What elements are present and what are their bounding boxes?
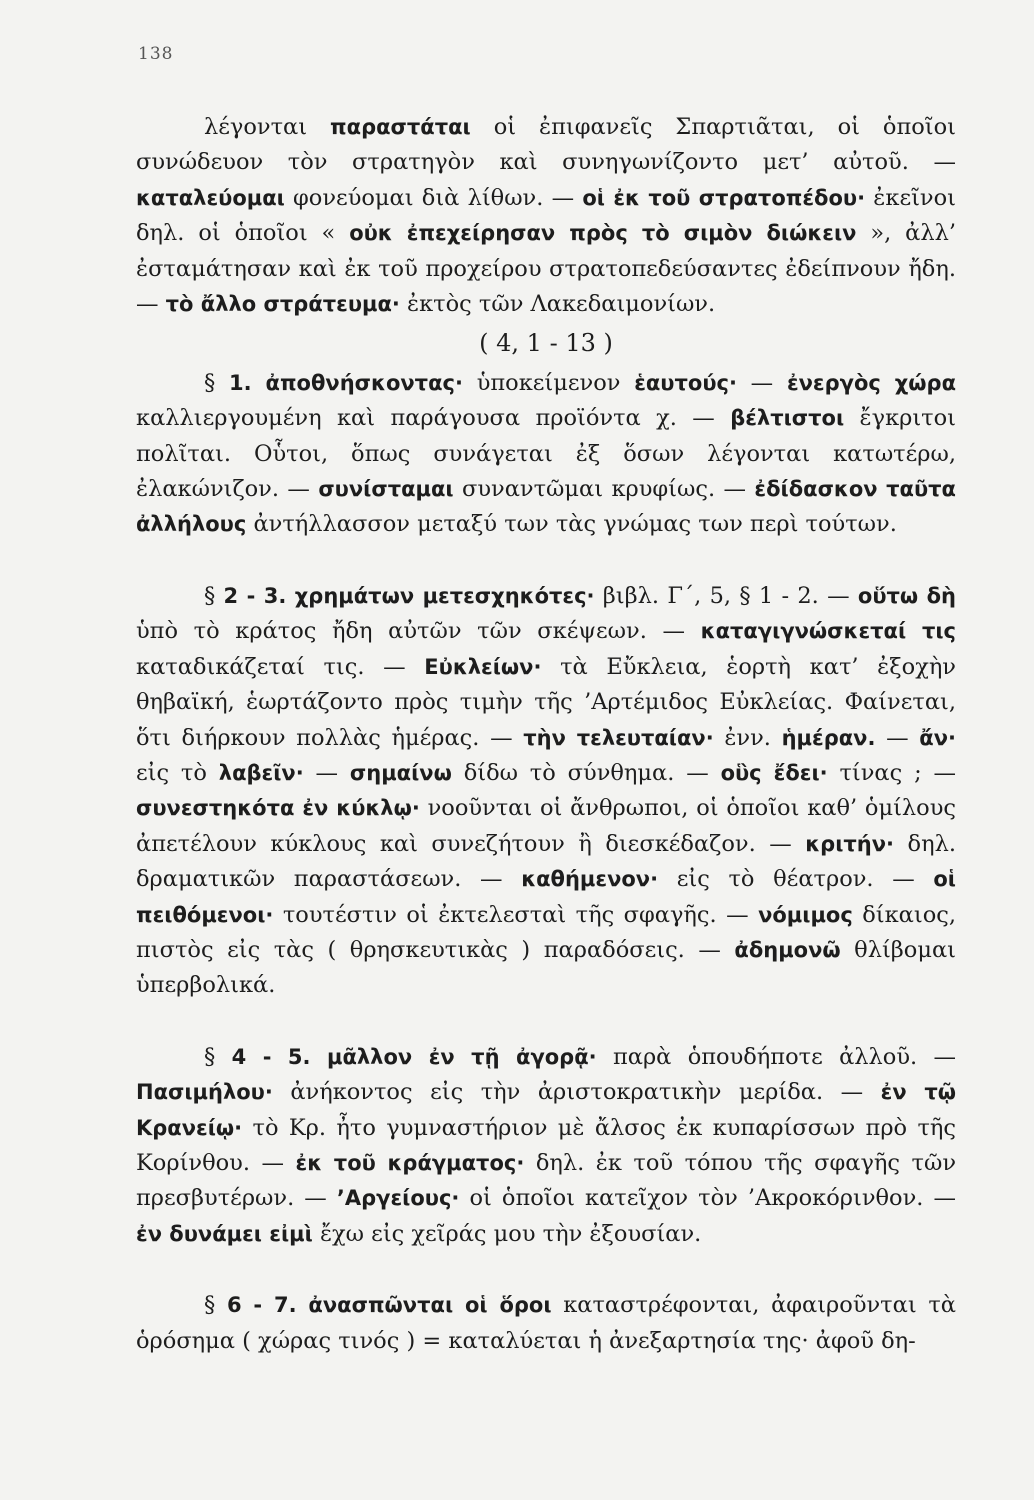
gloss-text: », ἀλλ’ ἐσταμάτησαν καὶ ἐκ τοῦ προχείρου στρατοπεδεύσαντες ἐδείπνουν ἤδη. —: [136, 220, 956, 318]
paragraph-intro: [136, 110, 956, 322]
lemma-term: καταγιγνώσκεταί τις: [700, 619, 956, 644]
body-text: [136, 110, 956, 1359]
lemma-term: ἐν τῷ Κρανείῳ·: [136, 1080, 956, 1140]
lemma-term: ἐνεργὸς χώρα: [786, 370, 957, 395]
gloss-text: §: [204, 369, 230, 396]
page-number: 138: [138, 44, 174, 64]
gloss-text: ἔγκριτοι πολῖται. Οὗτοι, ὅπως συνάγεται ἐξ ὅσων λέγονται κατωτέρω, ἐλακώνιζον. —: [136, 405, 956, 503]
gloss-text: —: [736, 369, 787, 396]
lemma-term: παραστάται: [330, 115, 471, 139]
gloss-text: ἐνν.: [713, 724, 782, 751]
lemma-term: οἱ πειθόμενοι·: [136, 867, 956, 927]
gloss-text: καλλιεργουμένη καὶ παράγουσα προϊόντα χ. —: [136, 405, 731, 432]
lemma-term: ἐκ τοῦ κράγματος·: [295, 1150, 525, 1175]
gloss-text: ἐκτὸς τῶν Λακεδαιμονίων.: [399, 291, 716, 318]
gloss-text: τὰ Εὔκλεια, ἑορτὴ κατ’ ἐξοχὴν θηβαϊκή, ἑωρτάζοντο πρὸς τιμὴν τῆς ’Αρτέμιδος Εὐκλείας. Φαίνεται, ὅτι διήρκουν πολλὰς ἡμέρας. —: [136, 653, 956, 751]
gloss-text: ὑποκείμενον: [462, 369, 635, 396]
gloss-text: συναντῶμαι κρυφίως. —: [453, 476, 755, 503]
lemma-term: οὓς ἔδει·: [720, 760, 828, 785]
gloss-text: δηλ. δραματικῶν παραστάσεων. —: [136, 830, 956, 893]
lemma-term: Πασιμήλου·: [136, 1080, 273, 1105]
gloss-text: εἰς τὸ θέατρον. —: [658, 866, 934, 893]
lemma-term: 2 - 3. χρημάτων μετεσχηκότες·: [223, 583, 595, 608]
gloss-text: εἰς τὸ: [136, 759, 219, 786]
gloss-text: ἀντήλλασσον μεταξύ των τὰς γνώμας των περὶ τούτων.: [246, 511, 897, 538]
paragraph-section-6-7: [136, 1288, 956, 1359]
lemma-term: καταλεύομαι: [136, 185, 285, 210]
lemma-term: ἐδίδασκον ταῦτα ἀλλήλους: [136, 477, 956, 537]
lemma-term: καθήμενον·: [521, 867, 659, 892]
lemma-term: βέλτιστοι: [730, 406, 845, 431]
gloss-text: §: [204, 582, 224, 609]
gloss-text: §: [204, 1292, 227, 1319]
gloss-text: λέγονται: [204, 114, 331, 140]
gloss-text: δίκαιος, πιστὸς εἰς τὰς ( θρησκευτικὰς ) παραδόσεις. —: [136, 901, 956, 963]
lemma-term: κριτήν·: [805, 831, 895, 856]
gloss-text: §: [204, 1043, 232, 1070]
gloss-text: βιβλ. Γ΄, 5, § 1 - 2. —: [594, 582, 858, 609]
lemma-term: οὕτω δὴ: [857, 583, 956, 608]
gloss-text: δίδω τὸ σύνθημα. —: [451, 759, 721, 786]
lemma-term: συνίσταμαι: [318, 477, 454, 502]
gloss-text: ἐκεῖνοι δηλ. οἱ ὁποῖοι «: [136, 184, 956, 247]
section-heading: [136, 326, 956, 361]
lemma-term: τὴν τελευταίαν·: [523, 725, 714, 750]
lemma-term: τὸ ἄλλο στράτευμα·: [165, 292, 400, 317]
lemma-term: λαβεῖν·: [218, 760, 304, 785]
lemma-term: 6 - 7. ἀνασπῶνται οἱ ὅροι: [226, 1293, 552, 1318]
gloss-text: νοοῦνται οἱ ἄνθρωποι, οἱ ὁποῖοι καθ’ ὁμίλους ἀπετέλουν κύκλους καὶ συνεζήτουν ἢ διεσκέδαζον. —: [136, 795, 956, 857]
lemma-term: ἐν δυνάμει εἰμὶ: [136, 1221, 313, 1246]
gloss-text: τὸ Κρ. ἦτο γυμναστήριον μὲ ἄλσος ἐκ κυπαρίσσων πρὸ τῆς Κορίνθου. —: [136, 1114, 956, 1176]
lemma-term: οἱ ἐκ τοῦ στρατοπέδου·: [582, 185, 866, 210]
gloss-text: παρὰ ὁπουδήποτε ἀλλοῦ. —: [596, 1043, 956, 1070]
gloss-text: καταστρέφονται, ἀφαιροῦνται τὰ ὁρόσημα ( χώρας τινός ) = καταλύεται ἡ ἀνεξαρτησία της· ἀφοῦ δη-: [136, 1292, 956, 1354]
lemma-term: νόμιμος: [758, 902, 853, 927]
gloss-text: καταδικάζεταί τις. —: [136, 653, 425, 680]
gloss-text: θλίβομαι ὑπερβολικά.: [136, 936, 956, 999]
gloss-text: δηλ. ἐκ τοῦ τόπου τῆς σφαγῆς τῶν πρεσβυτέρων. —: [136, 1149, 956, 1212]
gloss-text: ἀνήκοντος εἰς τὴν ἀριστοκρατικὴν μερίδα. —: [272, 1079, 881, 1106]
lemma-term: Εὐκλείων·: [424, 654, 542, 679]
paragraph-section-4-5: [136, 1040, 956, 1252]
lemma-term: ἄν·: [919, 725, 956, 750]
gloss-text: τουτέστιν οἱ ἐκτελεσταὶ τῆς σφαγῆς. —: [273, 901, 759, 928]
gloss-text: οἱ ἐπιφανεῖς Σπαρτιᾶται, οἱ ὁποῖοι συνώδευον τὸν στρατηγὸν καὶ συνηγωνίζοντο μετ’ αὐτοῦ. —: [136, 114, 956, 176]
lemma-term: ἀδημονῶ: [734, 937, 841, 962]
paragraph-section-2-3: [136, 579, 956, 1004]
lemma-term: 4 - 5. μᾶλλον ἐν τῇ ἀγορᾷ·: [231, 1044, 597, 1069]
lemma-term: ἑαυτούς·: [634, 370, 737, 395]
gloss-text: οἱ ὁποῖοι κατεῖχον τὸν ’Ακροκόρινθον. —: [459, 1185, 957, 1212]
lemma-term: ’Αργείους·: [336, 1186, 460, 1211]
lemma-term: ἡμέραν.: [781, 725, 876, 750]
gloss-text: —: [875, 724, 920, 751]
gloss-text: τίνας ; —: [827, 759, 957, 786]
lemma-term: οὐκ ἐπεχείρησαν πρὸς τὸ σιμὸν διώκειν: [349, 221, 857, 246]
gloss-text: —: [303, 759, 350, 786]
gloss-text: ὑπὸ τὸ κράτος ἤδη αὐτῶν τῶν σκέψεων. —: [136, 618, 701, 645]
lemma-term: συνεστηκότα ἐν κύκλῳ·: [136, 796, 420, 821]
lemma-term: σημαίνω: [349, 760, 452, 785]
lemma-term: 1. ἀποθνήσκοντας·: [229, 370, 463, 395]
paragraph-section-1: [136, 366, 956, 543]
gloss-text: ἔχω εἰς χεῖράς μου τὴν ἐξουσίαν.: [312, 1220, 702, 1247]
gloss-text: ( 4, 1 - 13 ): [479, 329, 613, 358]
gloss-text: φονεύομαι διὰ λίθων. —: [284, 184, 583, 211]
